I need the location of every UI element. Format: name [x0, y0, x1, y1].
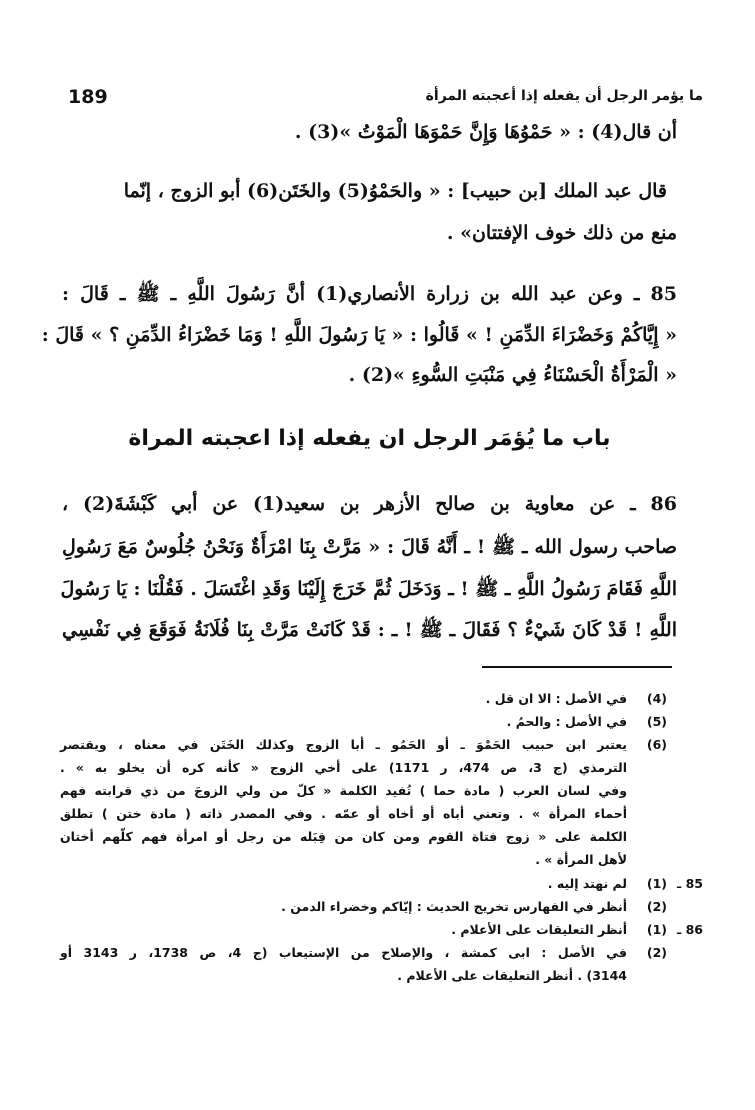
- footnote-number: (5): [646, 714, 667, 729]
- page-header: [68, 86, 703, 110]
- footnote-group-label: 85 ـ: [676, 876, 703, 891]
- footnote-text: يعتبر ابن حبيب الحَمْوَ ـ أو الحَمُو ـ أبا الزوج وكذلك الخَتَن في معناه ، ويقتصر: [60, 737, 627, 752]
- footnote-text: لأهل المرأة » .: [535, 852, 627, 867]
- footnote-number: (1): [646, 922, 667, 937]
- footnote-text: أحماء المرأة » . وتعني أباه أو أخاه أو عمّه . وفي المصدر ذاته ( مادة ختن ) تطلق: [60, 806, 627, 821]
- footnote-number: (2): [646, 899, 667, 914]
- footnote-separator: [482, 666, 672, 668]
- hadith-85-line: « إِيَّاكُمْ وَخَضْرَاءَ الدِّمَنِ ! » قَالُوا : « يَا رَسُولَ اللَّهِ ! وَمَا خَضْرَاءُ الدِّمَنِ ؟ » قَالَ :: [41, 324, 677, 346]
- hadith-85-line: 85 ـ وعن عبد الله بن زرارة الأنصاري(1) أنَّ رَسُولَ اللَّهِ ـ ﷺ ـ قَالَ :: [62, 283, 677, 305]
- hadith-86-line: اللَّهِ فَقَامَ رَسُولُ اللَّهِ ـ ﷺ ! ـ وَدَخَلَ ثُمَّ خَرَجَ إِلَيْنَا وَقَدِ اغْتَسَلَ . فَقُلْنَا : يَا رَسُولَ: [60, 578, 677, 600]
- body-line: أن قال(4) : « حَمْوُهَا وَإِنَّ حَمْوَهَا الْمَوْتُ »(3) .: [294, 121, 677, 143]
- footnote-text: في الأصل : ابى كمشة ، والإصلاح من الإستيعاب (ج 4، ص 1738، ر 3143 أو: [60, 945, 627, 960]
- hadith-86-line: اللَّهِ ! قَدْ كَانَ شَيْءٌ ؟ فَقَالَ ـ ﷺ ! ـ : قَدْ كَانَتْ مَرَّتْ بِنَا فُلَانَةُ فَوَقَعَ فِي نَفْسِي: [62, 619, 677, 641]
- running-title: ما يؤمر الرجل أن يفعله إذا أعجبته المرأة: [425, 88, 703, 104]
- footnote-text: الترمذي (ج 3، ص 474، ر 1171) على أخي الزوج « كأنه كره أن يخلو به » .: [60, 760, 627, 775]
- footnote-number: (6): [646, 737, 667, 752]
- footnote-text: الكلمة على « زوج فتاة القوم ومن كان من قِبَله من رجل أو امرأة فهم كلّهم أختان: [60, 829, 627, 844]
- page-number: 189: [68, 86, 108, 108]
- hadith-86-line: 86 ـ عن معاوية بن صالح الأزهر بن سعيد(1) عن أبي كَبْشَةَ(2) ،: [62, 493, 677, 515]
- chapter-title: باب ما يُؤمَر الرجل ان يفعله إذا اعجبته المراة: [128, 426, 611, 451]
- hadith-85-line: « الْمَرْأَةُ الْحَسْنَاءُ فِي مَنْبَتِ السُّوءِ »(2) .: [348, 364, 677, 386]
- body-line: منع من ذلك خوف الإفتتان» .: [446, 222, 677, 244]
- footnote-text: 3144) . أنظر التعليقات على الأعلام .: [397, 968, 627, 983]
- footnote-text: في الأصل : والحمُ .: [506, 714, 627, 729]
- footnote-text: أنظر في الفهارس تخريج الحديث : إيّاكم وخضراء الدمن .: [281, 899, 627, 914]
- footnote-group-label: 86 ـ: [676, 922, 703, 937]
- body-line: قال عبد الملك [بن حبيب] : « والحَمْوُ(5) والخَتَن(6) أبو الزوج ، إنّما: [123, 180, 667, 202]
- footnote-number: (1): [646, 876, 667, 891]
- footnote-text: لم نهتد إليه .: [547, 876, 627, 891]
- footnote-text: أنظر التعليقات على الأعلام .: [451, 922, 627, 937]
- footnote-number: (2): [646, 945, 667, 960]
- footnote-text: وفي لسان العرب ( مادة حما ) تُفيد الكلمة « كلّ من ولي الزوجَ من ذي قرابته فهم: [60, 783, 627, 798]
- footnote-number: (4): [646, 691, 667, 706]
- footnote-text: في الأصل : الا ان قل .: [485, 691, 627, 706]
- hadith-86-line: صاحب رسول الله ـ ﷺ ! ـ أَنَّهُ قَالَ : « مَرَّتْ بِنَا امْرَأَةٌ وَنَحْنُ جُلُوسٌ مَعَ رَسُولِ: [62, 536, 677, 558]
